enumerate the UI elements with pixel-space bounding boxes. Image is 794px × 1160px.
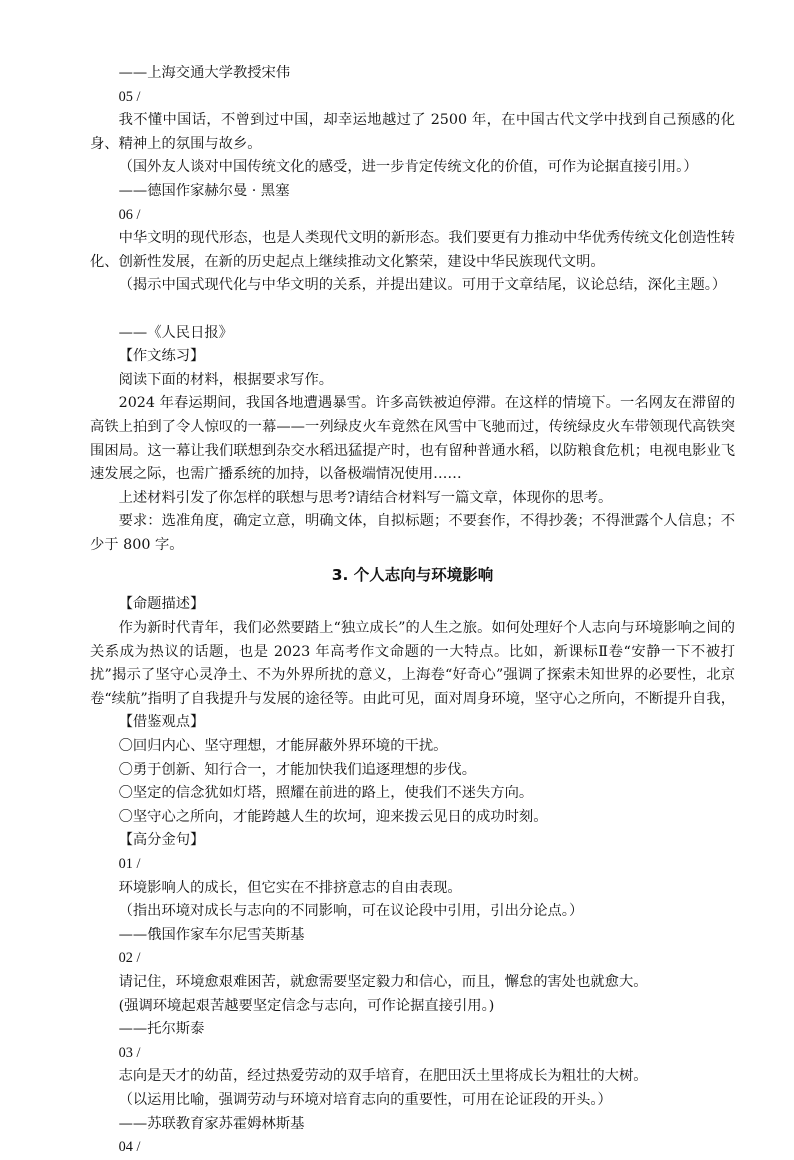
- view-item: 〇回归内心、坚守理想，才能屏蔽外界环境的干扰。: [118, 738, 448, 755]
- quote-number: 05 /: [118, 88, 141, 105]
- quote-text: 环境影响人的成长，但它实在不排挤意志的自由表现。: [118, 879, 462, 896]
- quote-source: ——德国作家赫尔曼 · 黑塞: [118, 182, 290, 199]
- quote-number: 03 /: [118, 1044, 141, 1061]
- quote-text: 我不懂中国话，不曾到过中国，却幸运地越过了 2500 年，在中国古代文学中找到自己预感的化身、精神上的氛围与故乡。: [90, 112, 735, 152]
- practice-intro: 阅读下面的材料，根据要求写作。: [118, 371, 334, 388]
- description-heading: 【命题描述】: [118, 596, 205, 613]
- quote-note: （指出环境对成长与志向的不同影响，可在议论段中引用，引出分论点。）: [118, 903, 584, 920]
- views-heading: 【借鉴观点】: [118, 714, 205, 731]
- quote-number: 02 /: [118, 950, 141, 967]
- view-item: 〇勇于创新、知行合一，才能加快我们追逐理想的步伐。: [118, 761, 477, 778]
- quote-text: 请记住，环境愈艰难困苦，就愈需要坚定毅力和信心，而且，懈怠的害处也就愈大。: [118, 974, 648, 990]
- quote-source: ——上海交通大学教授宋伟: [118, 65, 291, 81]
- quote-text: 中华文明的现代形态，也是人类现代文明的新形态。我们要更有力推动中华优秀传统文化创造性转化、创新性发展，在新的历史起点上继续推动文化繁荣，建设中华民族现代文明。: [90, 230, 735, 270]
- quote-number: 06 /: [118, 206, 141, 223]
- quote-number: 01 /: [118, 856, 141, 873]
- quote-text: 志向是天才的幼苗，经过热爱劳动的双手培育，在肥田沃土里将成长为粗壮的大树。: [118, 1068, 648, 1085]
- practice-requirements: 要求：选准角度，确定立意，明确文体，自拟标题；不要套作，不得抄袭；不得泄露个人信息；不少于 800 字。: [90, 513, 735, 553]
- quote-number: 04 /: [118, 1139, 141, 1156]
- section-title: 3. 个人志向与环境影响: [331, 566, 494, 585]
- quote-source: ——托尔斯泰: [118, 1021, 205, 1038]
- practice-question: 上述材料引发了你怎样的联想与思考?请结合材料写一篇文章，体现你的思考。: [118, 489, 613, 506]
- quote-note: (强调环境起艰苦越要坚定信念与志向，可作论据直接引用。): [118, 997, 495, 1014]
- practice-heading: 【作文练习】: [118, 348, 205, 365]
- document-body: [90, 62, 735, 1160]
- quote-note: （国外友人谈对中国传统文化的感受，进一步肯定传统文化的价值，可作为论据直接引用。）: [118, 159, 698, 176]
- quote-source: ——俄国作家车尔尼雪芙斯基: [118, 926, 305, 943]
- description-text: 作为新时代青年，我们必然要踏上“独立成长”的人生之旅。如何处理好个人志向与环境影响之间的关系成为热议的话题，也是 2023 年高考作文命题的一大特点。比如，新课标Ⅱ卷“安静一下不被打扰”揭示了坚守心灵净土、不为外界所扰的意义，上海卷“好奇心”强调了探索未知世界的必要性，北京卷“续航”指明了自我提升与发展的途径等。由此可见，面对周身环境，坚守心之所向，不断提升自我，: [90, 620, 735, 707]
- quote-source: ——苏联教育家苏霍姆林斯基: [118, 1115, 305, 1132]
- quote-note: （揭示中国式现代化与中华文明的关系，并提出建议。可用于文章结尾，议论总结，深化主题。）: [118, 277, 727, 294]
- quote-source: ——《人民日报》: [118, 324, 233, 341]
- view-item: 〇坚定的信念犹如灯塔，照耀在前进的路上，使我们不迷失方向。: [118, 785, 534, 802]
- quotes-heading: 【高分金句】: [118, 832, 205, 849]
- view-item: 〇坚守心之所向，才能跨越人生的坎坷，迎来拨云见日的成功时刻。: [118, 808, 548, 825]
- practice-material: 2024 年春运期间，我国各地遭遇暴雪。许多高铁被迫停滞。在这样的情境下。一名网友在滞留的高铁上拍到了令人惊叹的一幕——一列绿皮火车竟然在风雪中飞驰而过，传统绿皮火车带领现代高铁突围困局。这一幕让我们联想到杂交水稻迅猛提产时，也有留种普通水稻，以防粮食危机；电视电影业飞速发展之际，也需广播系统的加持，以备极端情况使用……: [90, 395, 735, 483]
- quote-note: （以运用比喻，强调劳动与环境对培育志向的重要性，可用在论证段的开头。）: [118, 1091, 612, 1108]
